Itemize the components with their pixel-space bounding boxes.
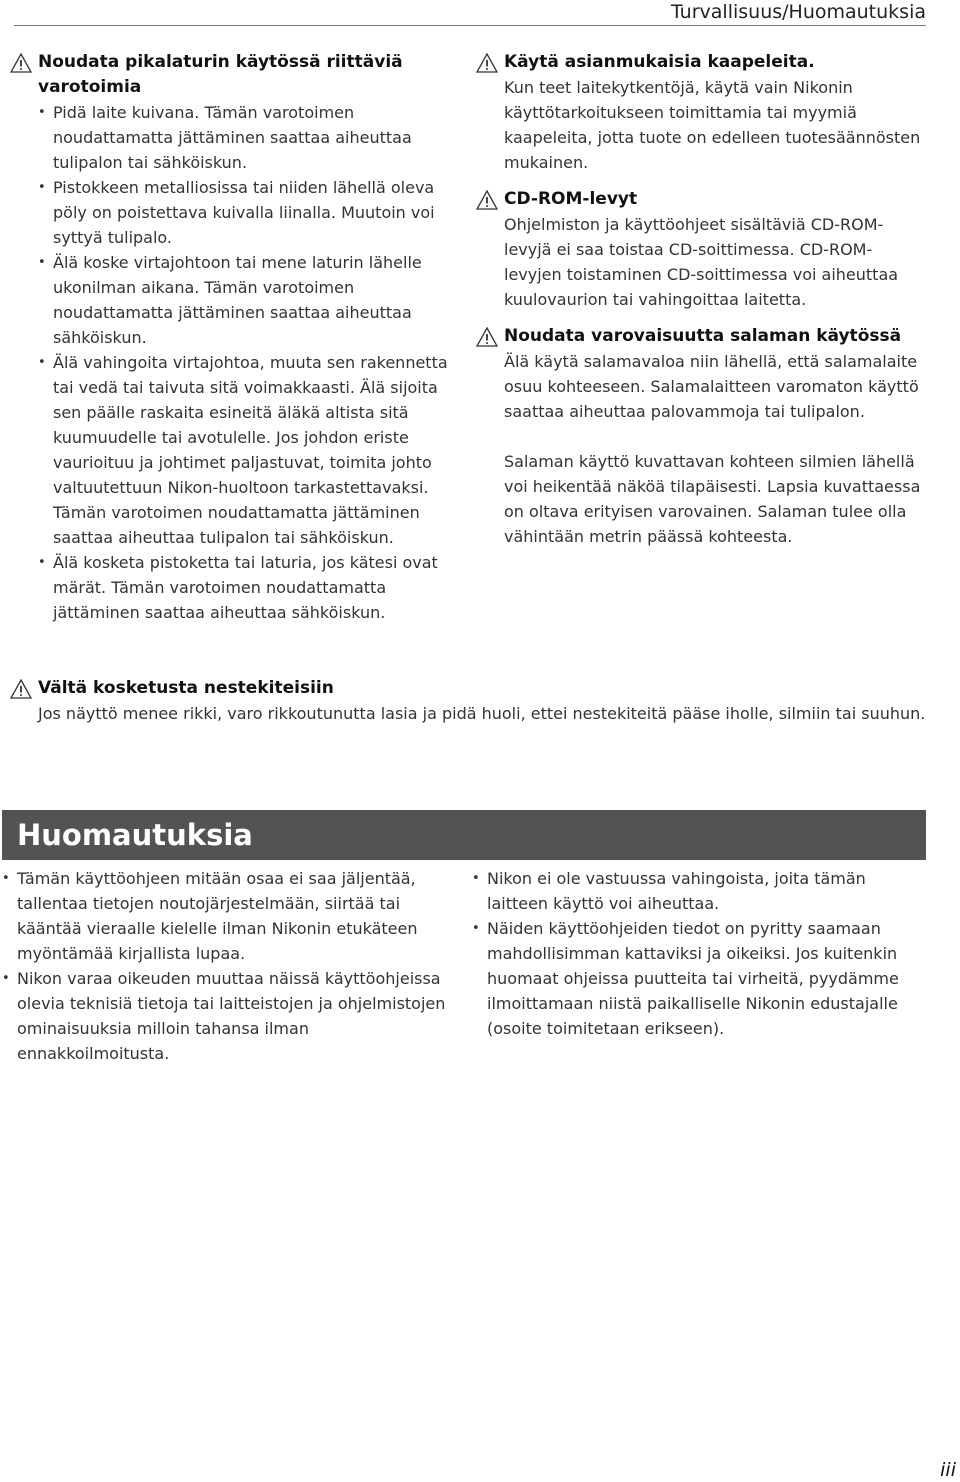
charger-warning-title: Noudata pikalaturin käytössä riittäviä varotoimia [38,52,403,97]
notices-right-column [472,866,927,1041]
list-item: • Nikon varaa oikeuden muuttaa näissä käyttöohjeissa olevia teknisiä tietoja tai laitteistojen ja ohjelmistojen ominaisuuksia milloin tahansa ilman ennakkoilmoitusta. [2,966,457,1066]
header-rule [14,25,926,26]
liquid-crystal-warning-section [10,676,926,726]
list-item: • Tämän käyttöohjeen mitään osaa ei saa jäljentää, tallentaa tietojen noutojärjestelmään, siirtää tai kääntää vieraalle kielelle ilman Nikonin etukäteen myöntämää kirjallista lupaa. [2,866,457,966]
cdrom-warning-title: CD-ROM-levyt [504,189,638,209]
charger-warning-list [38,100,460,625]
liquid-crystal-warning-text: Jos näyttö menee rikki, varo rikkoutunutta lasia ja pidä huoli, ettei nestekiteitä pääse iholle, silmiin tai suuhun. [38,704,926,723]
cdrom-warning-section [476,187,926,312]
cdrom-warning-text: Ohjelmiston ja käyttöohjeet sisältäviä CD-ROM-levyjä ei saa toistaa CD-soittimessa. CD-ROM-levyjen toistaminen CD-soittimessa voi aiheuttaa kuulovaurion tai vahingoittaa laitetta. [504,215,899,309]
notices-right-list [472,866,927,1041]
list-item: • Älä koske virtajohtoon tai mene laturin lähelle ukonilman aikana. Tämän varotoimen noudattamatta jättäminen saattaa aiheuttaa sähköiskun. [38,250,460,350]
notices-title: Huomautuksia [17,818,253,852]
warning-triangle-icon [476,190,498,210]
list-item: • Älä vahingoita virtajohtoa, muuta sen rakennetta tai vedä tai taivuta sitä voimakkaasti. Älä sijoita sen päälle raskaita esineitä äläkä altista sitä kuumuudelle tai avotulelle. Jos johdon eriste vaurioituu ja johtimet paljastuvat, toimita johto valtuutettuun Nikon-huoltoon tarkastettavaksi. Tämän varotoimen noudattamatta jättäminen saattaa aiheuttaa tulipalon tai sähköiskun. [38,350,460,550]
list-item: • Näiden käyttöohjeiden tiedot on pyritty saamaan mahdollisimman kattaviksi ja oikeiksi. Jos kuitenkin huomaat ohjeissa puutteita tai virheitä, pyydämme ilmoittamaan niistä paikalliselle Nikonin edustajalle (osoite toimitetaan erikseen). [472,916,927,1041]
warning-triangle-icon [10,53,32,73]
flash-warning-text: Älä käytä salamavaloa niin lähellä, että salamalaite osuu kohteeseen. Salamalaitteen varomaton käyttö saattaa aiheuttaa palovammoja tai tulipalon. [504,352,919,421]
notices-left-list [2,866,457,1066]
list-item: • Älä kosketa pistoketta tai laturia, jos kätesi ovat märät. Tämän varotoimen noudattamatta jättäminen saattaa aiheuttaa sähköiskun. [38,550,460,625]
charger-warning-section [10,50,460,625]
list-item: • Nikon ei ole vastuussa vahingoista, joita tämän laitteen käyttö voi aiheuttaa. [472,866,927,916]
flash-warning-title: Noudata varovaisuutta salaman käytössä [504,326,902,346]
cables-warning-section [476,50,926,175]
cables-warning-text: Kun teet laitekytkentöjä, käytä vain Nikonin käyttötarkoitukseen toimittamia tai myymiä kaapeleita, jotta tuote on edelleen tuotesäännösten mukainen. [504,78,921,172]
warning-triangle-icon [476,53,498,73]
notices-banner [2,810,926,860]
left-column [10,50,460,625]
warning-triangle-icon [476,327,498,347]
warning-triangle-icon [10,679,32,699]
page-number: iii [940,1459,956,1481]
flash-warning-text-2: Salaman käyttö kuvattavan kohteen silmien lähellä voi heikentää näköä tilapäisesti. Lapsia kuvattaessa on oltava erityisen varovainen. Salaman tulee olla vähintään metrin päässä kohteesta. [504,452,921,546]
running-header: Turvallisuus/Huomautuksia [670,1,926,23]
cables-warning-title: Käytä asianmukaisia kaapeleita. [504,52,815,72]
list-item: • Pistokkeen metalliosissa tai niiden lähellä oleva pöly on poistettava kuivalla liinalla. Muutoin voi syttyä tulipalo. [38,175,460,250]
right-column [476,50,926,549]
liquid-crystal-warning-title: Vältä kosketusta nestekiteisiin [38,678,334,698]
flash-warning-section [476,324,926,549]
notices-left-column [2,866,457,1066]
list-item: • Pidä laite kuivana. Tämän varotoimen noudattamatta jättäminen saattaa aiheuttaa tulipalon tai sähköiskun. [38,100,460,175]
